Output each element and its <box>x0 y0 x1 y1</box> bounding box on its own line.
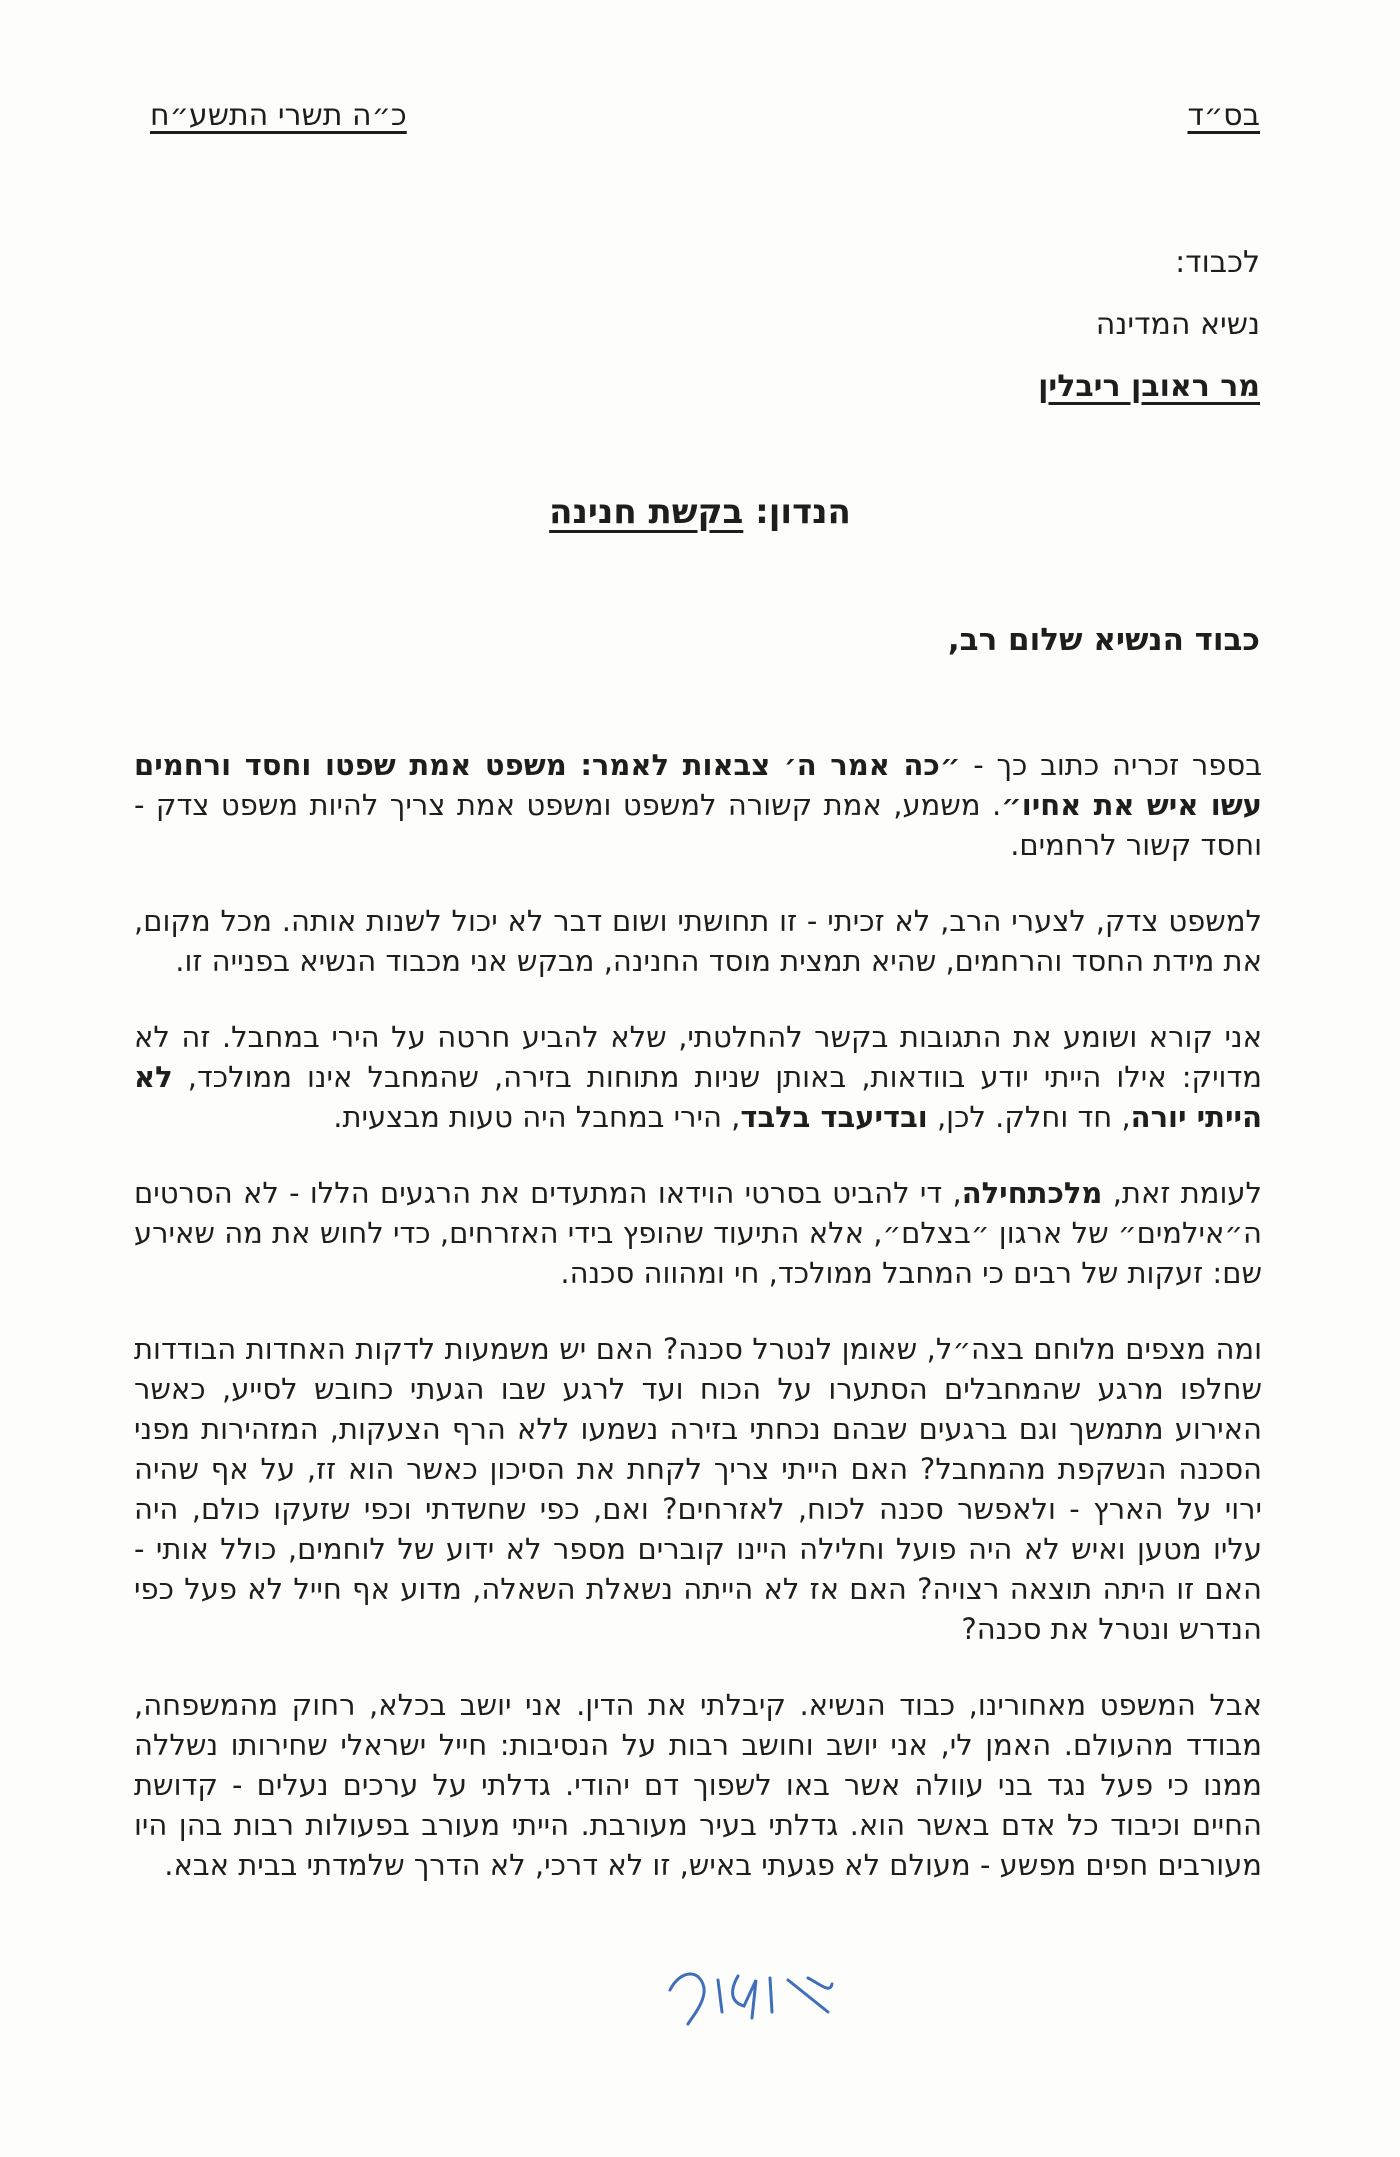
letter-date: כ״ה תשרי התשע״ח <box>150 98 407 133</box>
addressee-name: מר ראובן ריבלין <box>1038 369 1260 404</box>
paragraph-1-rest: . משמע, אמת קשורה למשפט ומשפט אמת צריך להיות משפט צדק - וחסד קשור לרחמים. <box>134 788 1262 862</box>
subject-label: הנדון: <box>755 492 851 532</box>
paragraph-3 <box>134 1017 1262 1137</box>
addressee-block <box>460 232 1260 418</box>
paragraph-1-quote: ״כה אמר ה׳ צבאות לאמר: משפט אמת שפטו וחסד ורחמים עשו איש את אחיו״ <box>134 748 1262 822</box>
subject-value: בקשת חנינה <box>549 492 744 532</box>
handwritten-signature <box>660 1950 860 2030</box>
paragraph-1 <box>134 745 1262 865</box>
paragraph-2: למשפט צדק, לצערי הרב, לא זכיתי - זו תחושתי ושום דבר לא יכול לשנות אותה. מכל מקום, את מידת החסד והרחמים, שהיא תמצית מוסד החנינה, מבקש אני מכבוד הנשיא בפנייה זו. <box>134 904 1262 978</box>
addressee-to: לכבוד: <box>1175 245 1260 280</box>
paragraph-4-emphasis: מלכתחילה <box>961 1176 1103 1210</box>
paragraph-3-emphasis-2: ובדיעבד בלבד <box>740 1100 928 1134</box>
paragraph-6: אבל המשפט מאחורינו, כבוד הנשיא. קיבלתי את הדין. אני יושב בכלא, רחוק מהמשפחה, מבודד מהעולם. האמן לי, אני יושב וחושב רבות על הנסיבות: חייל ישראלי שחירותו נשללה ממנו כי פעל נגד בני עוולה אשר באו לשפוך דם יהודי. גדלתי על ערכים נעלים - קדושת החיים וכיבוד כל אדם באשר הוא. גדלתי בעיר מעורבת. הייתי מעורב בפעולות רבות בהן היו מעורבים חפים מפשע - מעולם לא פגעתי באיש, זו לא דרכי, לא הדרך שלמדתי בבית אבא. <box>134 1688 1262 1882</box>
paragraph-5: ומה מצפים מלוחם בצה״ל, שאומן לנטרל סכנה? האם יש משמעות לדקות האחדות הבודדות שחלפו מרגע שהמחבלים הסתערו על הכוח ועד לרגע שבו הגעתי כחובש לסייע, כאשר האירוע מתמשך וגם ברגעים שבהם נכחתי בזירה נשמעו ללא הרף הצעקות, המזהירות מפני הסכנה הנשקפת מהמחבל? האם הייתי צריך לקחת את הסיכון כאשר הוא זז, על אף שהיה ירוי על הארץ - ולאפשר סכנה לכוח, לאזרחים? ואם, כפי שחשדתי וכפי שזעקו כולם, היה עליו מטען ואיש לא היה פועל וחלילה היינו קוברים מספר לא ידוע של לוחמים, כולל אותי - האם זו היתה תוצאה רצויה? האם אז לא הייתה נשאלת השאלה, מדוע אף חייל לא פעל כפי הנדרש ונטרל את סכנה? <box>134 1332 1262 1646</box>
paragraph-1-intro: בספר זכריה כתוב כך - <box>960 748 1262 782</box>
addressee-title: נשיא המדינה <box>1095 307 1260 342</box>
paragraph-3-emphasis-1: לא הייתי יורה <box>134 1060 1262 1134</box>
paragraph-3-part-a: אני קורא ושומע את התגובות בקשר להחלטתי, שלא להביע חרטה על הירי במחבל. זה לא מדויק: אילו הייתי יודע בוודאות, באותן שניות מתוחות בזירה, שהמחבל אינו ממולכד, <box>134 1020 1262 1094</box>
greeting: כבוד הנשיא שלום רב, <box>947 622 1260 658</box>
letter-body <box>134 745 1262 1921</box>
paragraph-4 <box>134 1173 1262 1293</box>
paragraph-4-part-c: , די להביט בסרטי הוידאו המתעדים את הרגעים הללו - לא הסרטים ה״אילמים״ של ארגון ״בצלם״, אלא התיעוד שהופץ בידי האזרחים, כדי לחוש את מה שאירע שם: זעקות של רבים כי המחבל ממולכד, חי ומהווה סכנה. <box>134 1176 1262 1290</box>
subject-line <box>0 492 1400 532</box>
paragraph-4-part-a: לעומת זאת, <box>1102 1176 1262 1210</box>
paragraph-3-part-e: , הירי במחבל היה טעות מבצעית. <box>333 1100 741 1134</box>
bsd-header: בס״ד <box>1187 98 1260 133</box>
paragraph-3-part-c: , חד וחלק. לכן, <box>927 1100 1131 1134</box>
